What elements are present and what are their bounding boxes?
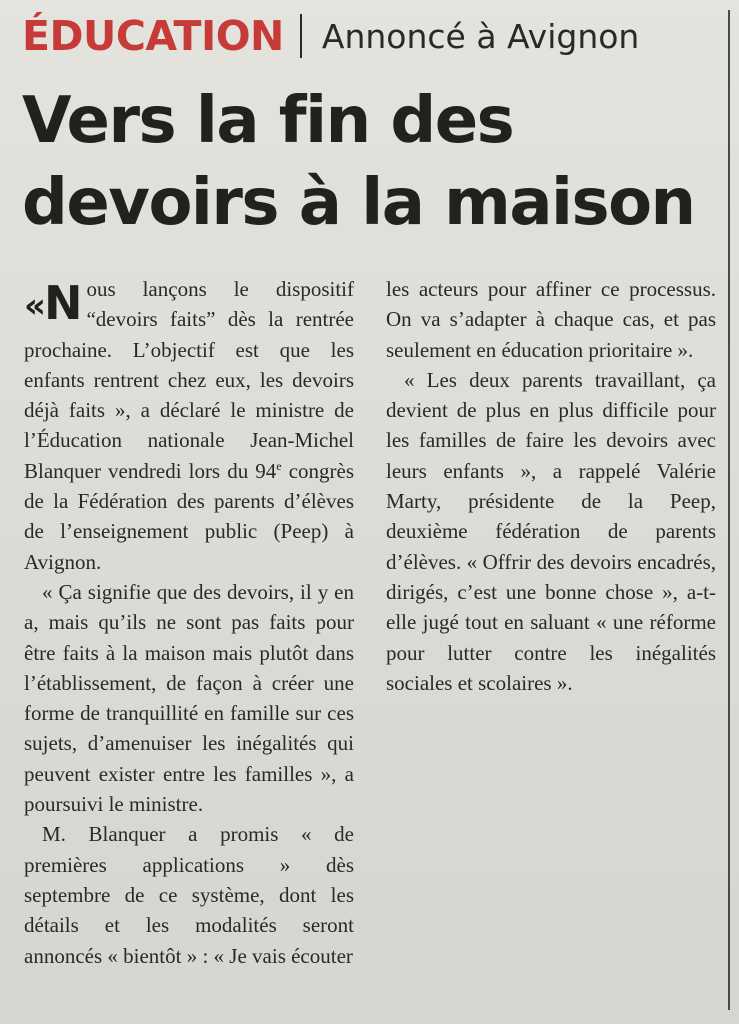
kicker-divider [300, 14, 302, 58]
section-subrubric: Annoncé à Avignon [321, 16, 640, 56]
article-column-right [386, 274, 716, 698]
paragraph-4: « Les deux parents travaillant, ça devient de plus en plus difficile pour les familles de faire les devoirs avec leurs enfants », a rappelé Valérie Marty, présidente de la Peep, deuxième fédération de parents d’élèves. « Offrir des devoirs encadrés, dirigés, c’est une bonne chose », a-t-elle jugé tout en saluant « une réforme pour lutter contre les inégalités sociales et scolaires ». [386, 367, 716, 695]
paragraph-1-text: ous lançons le dispositif “devoirs faits” dès la rentrée prochaine. L’objectif est que les enfants rentrent chez eux, les devoirs déjà faits », a déclaré le ministre de l’Éducation nationale Jean-Michel Blanquer vendredi lors du 94 [24, 277, 354, 483]
paragraph-1 [24, 274, 354, 577]
article-column-left [24, 274, 354, 971]
ordinal-superscript: e [276, 458, 282, 473]
section-kicker [22, 6, 639, 66]
headline-line-2: devoirs à la maison [22, 166, 695, 240]
drop-cap [24, 276, 83, 332]
section-rubric: ÉDUCATION [22, 12, 284, 60]
headline-line-1: Vers la fin des [22, 84, 514, 158]
paragraph-2: « Ça signifie que des devoirs, il y en a, mais qu’ils ne sont pas faits pour être faits à la maison mais plutôt dans l’établissement, de façon à créer une forme de tranquillité en famille sur ces sujets, d’amenuiser les inégalités qui peuvent exister entre les familles », a poursuivi le ministre. [24, 579, 354, 817]
opening-quote-mark: « [24, 286, 40, 326]
headline [22, 80, 722, 244]
drop-cap-letter: N [43, 276, 83, 330]
paragraph-3: M. Blanquer a promis « de premières applications » dès septembre de ce système, dont les détails et les modalités seront annoncés « bientôt » : « Je vais écouter [24, 822, 354, 968]
paragraph-3-continued: les acteurs pour affiner ce processus. On va s’adapter à chaque cas, et pas seulement en éducation prioritaire ». [386, 277, 716, 362]
column-rule [728, 10, 730, 1010]
paragraph-1-end: congrès de la Fédération des parents d’élèves de l’enseignement public (Peep) à Avignon. [24, 458, 354, 574]
